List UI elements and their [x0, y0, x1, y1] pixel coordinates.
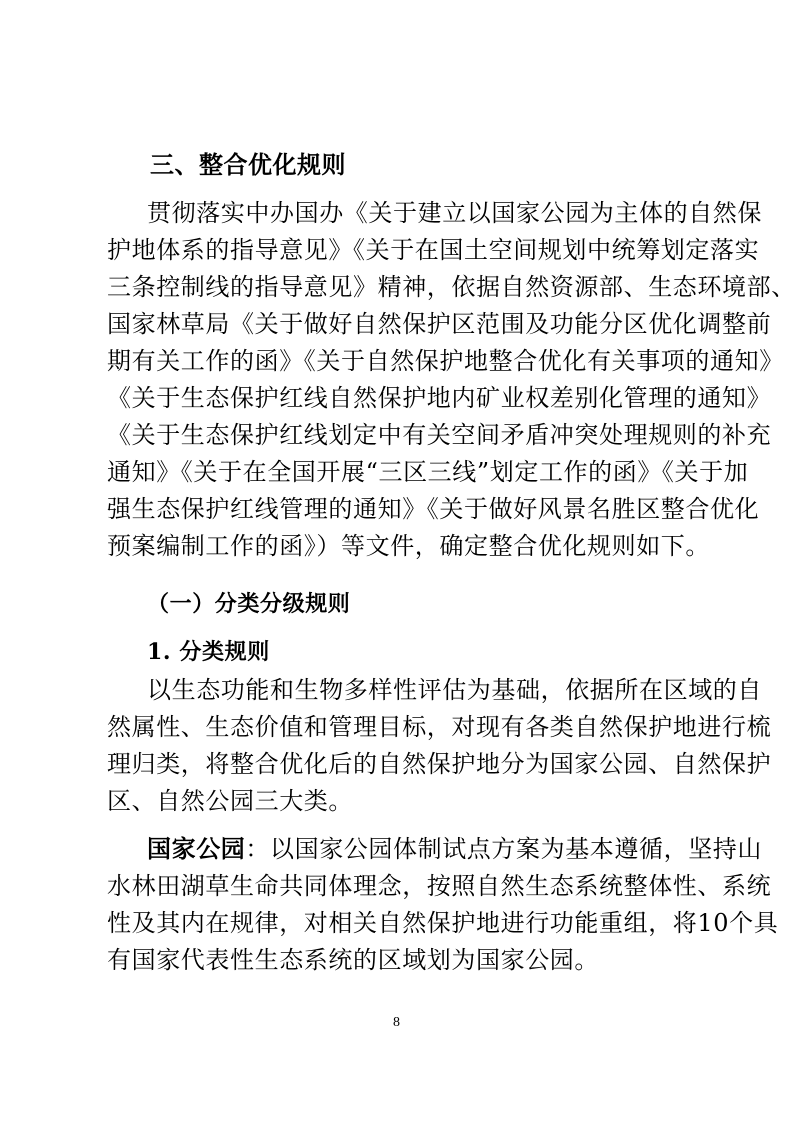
paragraph-line — [147, 829, 763, 869]
term-national-park: 国家公园 — [147, 835, 246, 863]
paragraph-line: 《关于生态保护红线划定中有关空间矛盾冲突处理规则的补充 — [107, 421, 772, 449]
paragraph-line: 然属性、生态价值和管理目标，对现有各类自然保护地进行梳 — [107, 713, 772, 741]
paragraph-line: 区、自然公园三大类。 — [107, 787, 353, 815]
paragraph-line: 三条控制线的指导意见》精神，依据自然资源部、生态环境部、 — [107, 273, 796, 301]
paragraph-line: 以生态功能和生物多样性评估为基础，依据所在区域的自 — [147, 676, 762, 704]
paragraph-line: 通知》《关于在全国开展“三区三线”划定工作的函》《关于加 — [107, 458, 749, 486]
paragraph-line: 《关于生态保护红线自然保护地内矿业权差别化管理的通知》 — [107, 384, 772, 412]
paragraph-line: 性及其内在规律，对相关自然保护地进行功能重组，将10个具 — [107, 909, 779, 937]
paragraph-line: 贯彻落实中办国办《关于建立以国家公园为主体的自然保 — [147, 199, 762, 227]
paragraph-text: ：以国家公园体制试点方案为基本遵循，坚持山 — [245, 835, 763, 863]
page-number: 8 — [393, 1015, 400, 1030]
paragraph-line: 预案编制工作的函》）等文件，确定整合优化规则如下。 — [107, 532, 710, 560]
subsection-heading: （一）分类分级规则 — [147, 592, 351, 617]
section-heading: 三、整合优化规则 — [150, 151, 346, 179]
paragraph-line: 国家林草局《关于做好自然保护区范围及功能分区优化调整前 — [107, 310, 772, 338]
paragraph-line: 强生态保护红线管理的通知》《关于做好风景名胜区整合优化 — [107, 495, 760, 523]
paragraph-line: 护地体系的指导意见》《关于在国土空间规划中统筹划定落实 — [107, 236, 760, 264]
paragraph-line: 期有关工作的函》《关于自然保护地整合优化有关事项的通知》 — [107, 347, 784, 375]
numbered-heading: 1. 分类规则 — [147, 639, 270, 665]
paragraph-line: 有国家代表性生态系统的区域划为国家公园。 — [107, 946, 599, 974]
paragraph-line: 理归类，将整合优化后的自然保护地分为国家公园、自然保护 — [107, 750, 772, 778]
paragraph-line: 水林田湖草生命共同体理念，按照自然生态系统整体性、系统 — [107, 872, 772, 900]
